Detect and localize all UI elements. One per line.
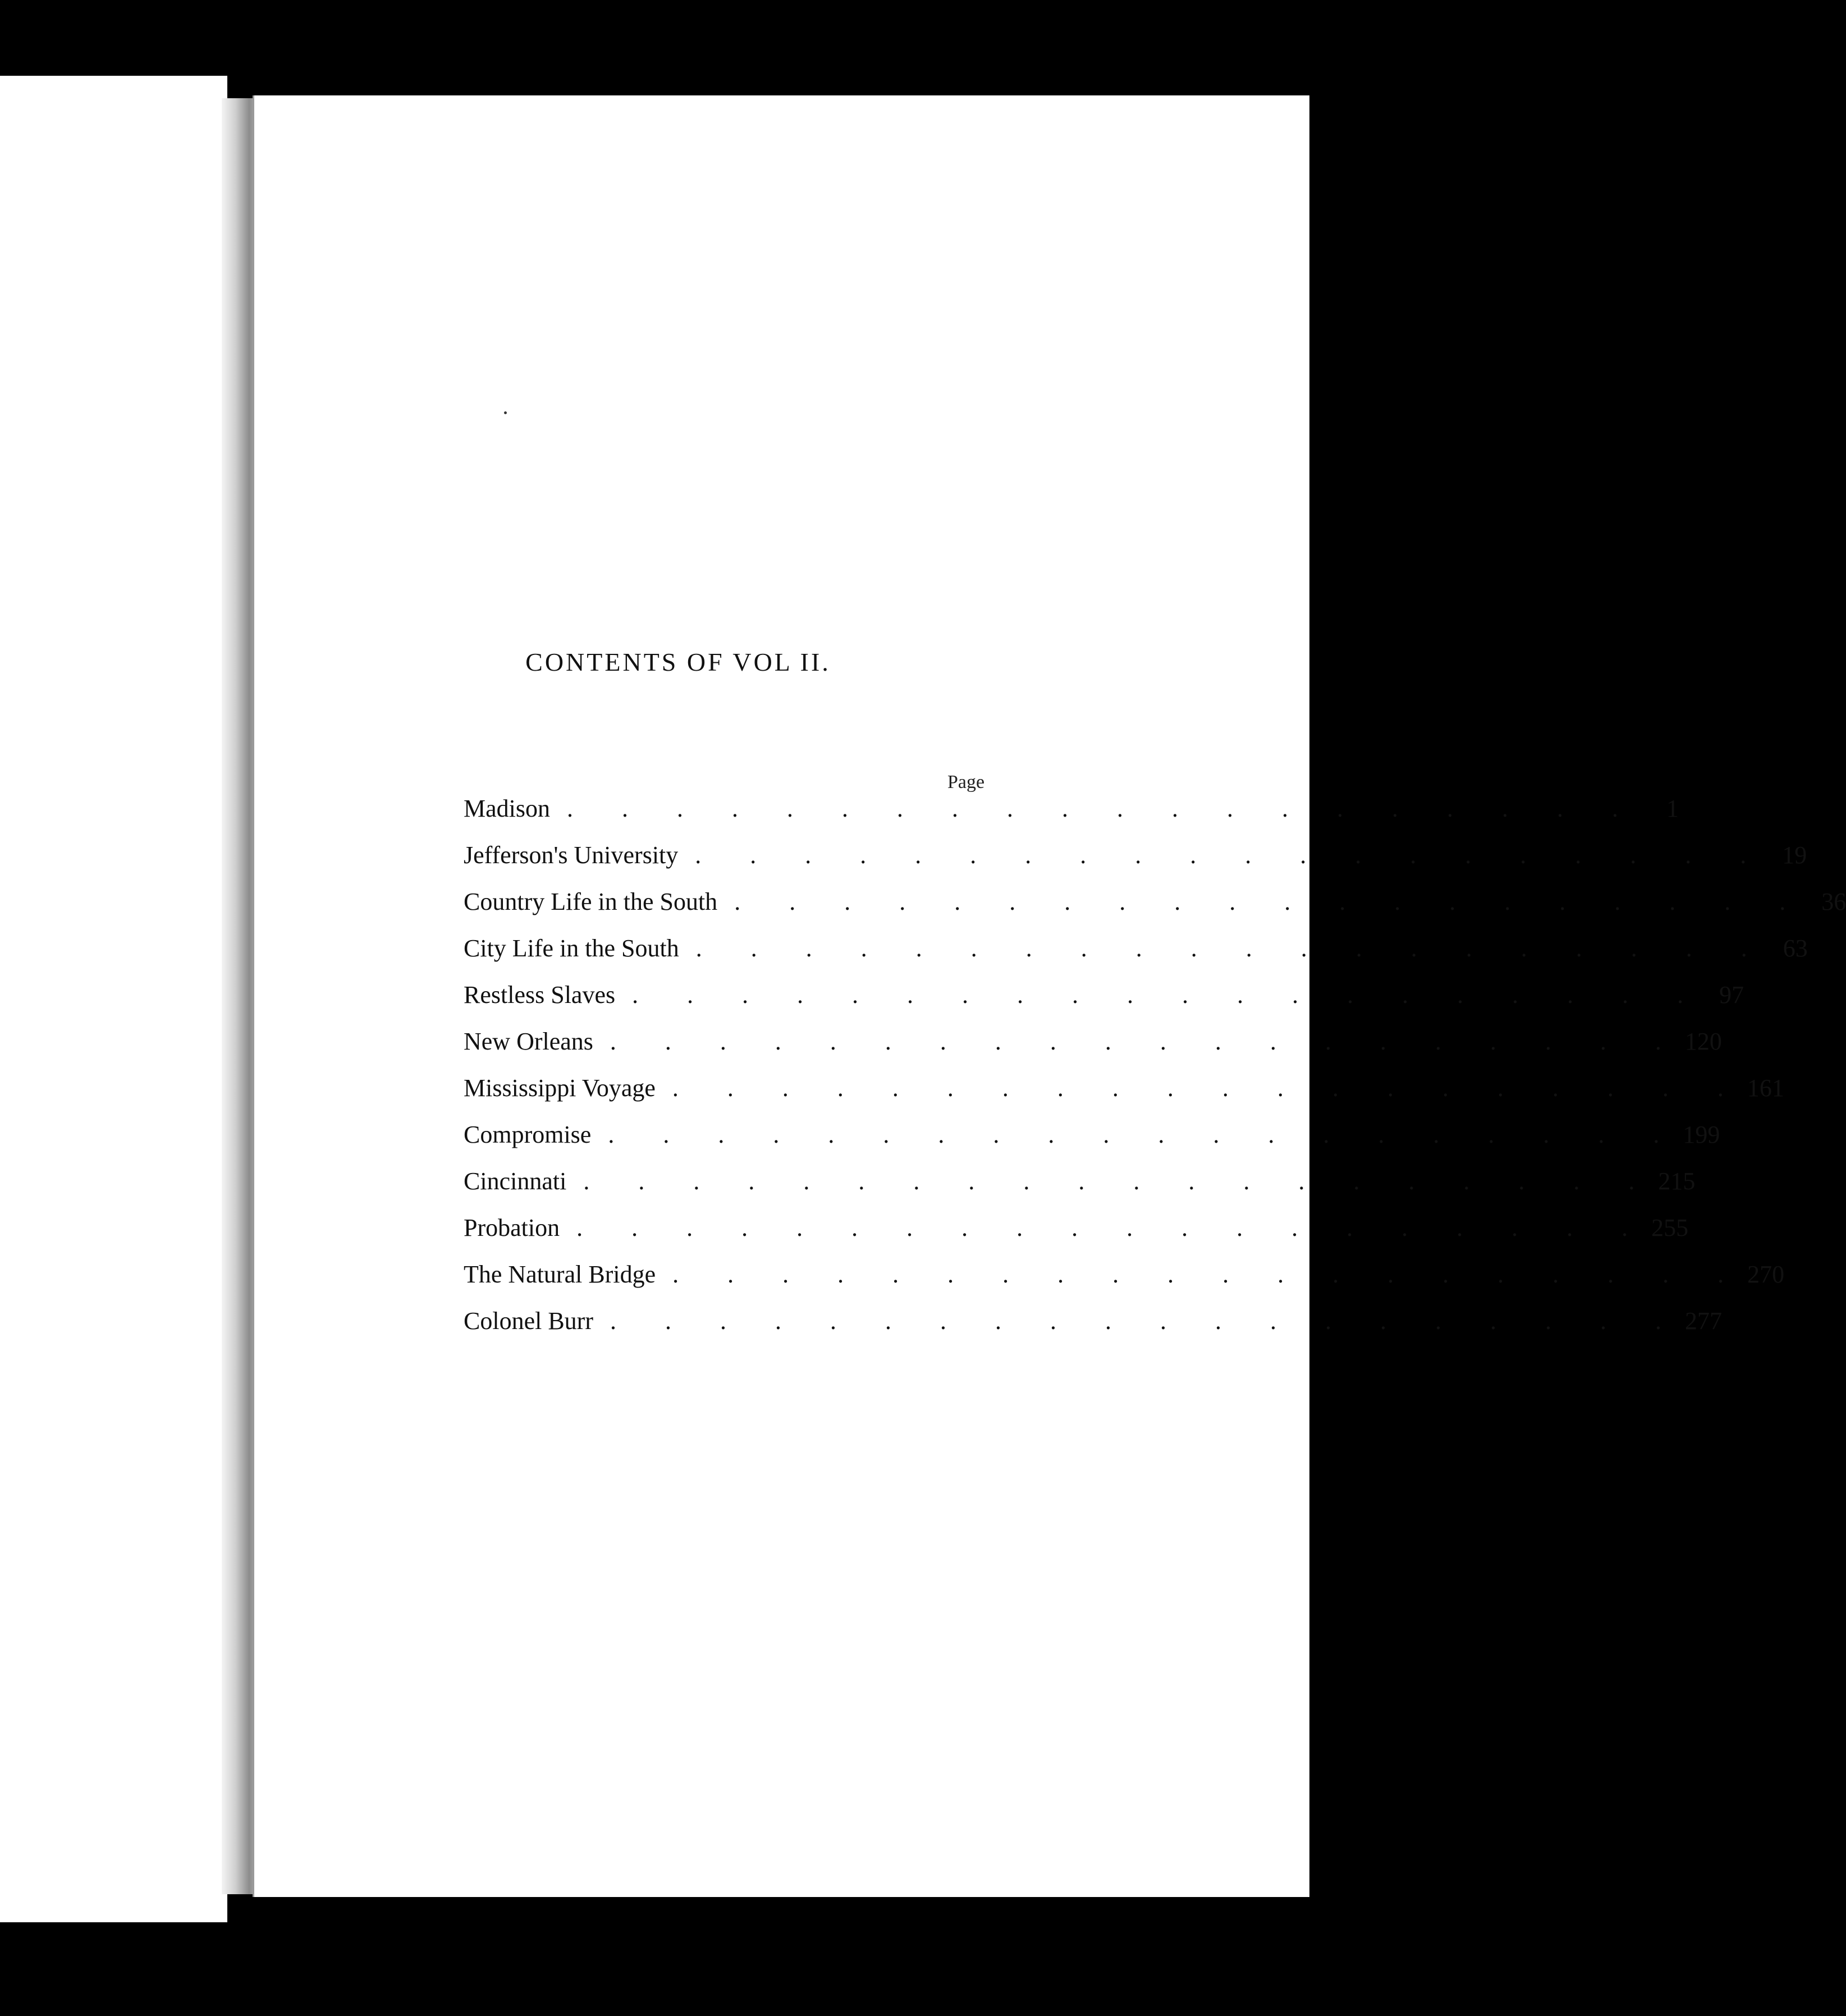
dot-leader: . . . . . . . . . . . . . . . . . . . . bbox=[734, 888, 1807, 915]
toc-entry bbox=[464, 1074, 1784, 1120]
toc-entry-title: City Life in the South bbox=[464, 934, 679, 962]
toc-entry-title: Probation bbox=[464, 1214, 560, 1241]
toc-entry-page: 161 bbox=[1747, 1074, 1784, 1102]
toc-entry-page: 255 bbox=[1651, 1214, 1689, 1241]
toc-entry-page: 97 bbox=[1719, 981, 1744, 1009]
toc-entry bbox=[464, 1120, 1720, 1167]
toc-entry-title: Colonel Burr bbox=[464, 1307, 593, 1335]
toc-entry-title: New Orleans bbox=[464, 1028, 593, 1055]
dot-leader: . . . . . . . . . . . . . . . . . . . . bbox=[672, 1261, 1746, 1288]
dot-leader: . . . . . . . . . . . . . . . . . . . . bbox=[695, 934, 1769, 962]
toc-entry-page: 199 bbox=[1683, 1121, 1720, 1148]
dot-leader: . . . . . . . . . . . . . . . . . . . . bbox=[583, 1167, 1656, 1195]
toc-entry bbox=[464, 1167, 1696, 1213]
toc-entry-title: Jefferson's University bbox=[464, 841, 679, 869]
toc-entry-page: 215 bbox=[1658, 1167, 1696, 1195]
toc-entry-title: Mississippi Voyage bbox=[464, 1074, 656, 1102]
dot-leader: . . . . . . . . . . . . . . . . . . . . bbox=[576, 1214, 1650, 1241]
toc-entry-title: Restless Slaves bbox=[464, 981, 616, 1009]
toc-entry-page: 19 bbox=[1782, 841, 1807, 869]
dot-leader: . . . . . . . . . . . . . . . . . . . . bbox=[695, 841, 1768, 869]
toc-entry-page: 277 bbox=[1684, 1307, 1722, 1335]
toc-entry-page: 1 bbox=[1666, 795, 1679, 822]
toc-entry-title: The Natural Bridge bbox=[464, 1261, 656, 1288]
toc-entry bbox=[464, 980, 1744, 1027]
toc-entry bbox=[464, 1307, 1722, 1353]
toc-entry-title: Madison bbox=[464, 795, 550, 822]
left-page bbox=[0, 76, 227, 1922]
dot-leader: . . . . . . . . . . . . . . . . . . . . bbox=[567, 795, 1639, 822]
toc-entry-page: 270 bbox=[1747, 1261, 1785, 1288]
toc-entry bbox=[464, 841, 1807, 887]
toc-entry bbox=[464, 887, 1846, 934]
toc-entry-title: Country Life in the South bbox=[464, 888, 718, 915]
toc-entry bbox=[464, 1027, 1722, 1074]
table-of-contents bbox=[464, 794, 1846, 1353]
toc-entry bbox=[464, 794, 1679, 841]
dot-leader: . . . . . . . . . . . . . . . . . . . . bbox=[672, 1074, 1745, 1102]
toc-entry bbox=[464, 934, 1808, 980]
dot-leader: . . . . . . . . . . . . . . . . . . . . bbox=[632, 981, 1705, 1009]
toc-entry-page: 36 bbox=[1821, 888, 1846, 915]
toc-entry bbox=[464, 1213, 1689, 1260]
dot-leader: . . . . . . . . . . . . . . . . . . . . bbox=[610, 1307, 1683, 1335]
dot-leader: . . . . . . . . . . . . . . . . . . . . bbox=[610, 1028, 1683, 1055]
toc-entry-title: Compromise bbox=[464, 1121, 592, 1148]
toc-entry-title: Cincinnati bbox=[464, 1167, 567, 1195]
dot-leader: . . . . . . . . . . . . . . . . . . . . bbox=[608, 1121, 1681, 1148]
toc-entry-page: 120 bbox=[1684, 1028, 1722, 1055]
toc-entry bbox=[464, 1260, 1785, 1307]
contents-heading: CONTENTS OF VOL II. bbox=[525, 648, 831, 676]
page-column-label: Page bbox=[947, 772, 985, 792]
page-speck bbox=[504, 411, 507, 414]
toc-entry-page: 63 bbox=[1783, 934, 1808, 962]
